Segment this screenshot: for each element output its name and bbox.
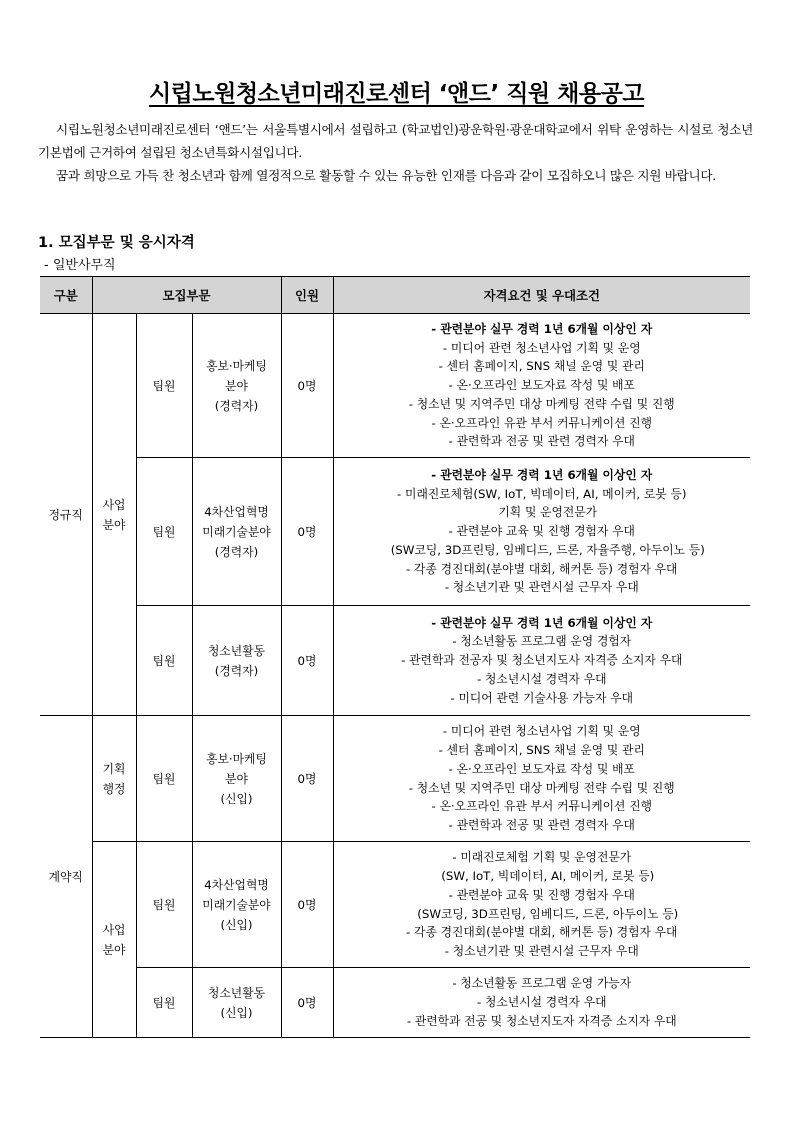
position-cell: 팀원 bbox=[136, 716, 192, 842]
table-row bbox=[40, 314, 750, 458]
count-cell: 0명 bbox=[281, 968, 333, 1038]
position-cell: 팀원 bbox=[136, 314, 192, 458]
table-row bbox=[40, 716, 750, 842]
condition-line: - 청소년활동 프로그램 운영 경험자 bbox=[452, 634, 632, 649]
position-cell: 팀원 bbox=[136, 842, 192, 968]
section-title: 1. 모집부문 및 응시자격 bbox=[38, 235, 195, 251]
intro-paragraph-1 bbox=[38, 118, 753, 164]
intro-paragraph-2-text: 꿈과 희망으로 가득 찬 청소년과 함께 열정적으로 활동할 수 있는 유능한 인재를 다음과 같이 모집하오니 많은 지원 바랍니다. bbox=[56, 168, 716, 183]
count-cell: 0명 bbox=[281, 606, 333, 716]
condition-line: - 각종 경진대회(분야별 대회, 해커톤 등) 경험자 우대 bbox=[406, 925, 678, 940]
count-cell: 0명 bbox=[281, 716, 333, 842]
count-cell: 0명 bbox=[281, 314, 333, 458]
condition-line: - 센터 홈페이지, SNS 채널 운영 및 관리 bbox=[438, 359, 645, 374]
category-regular: 정규직 bbox=[40, 314, 92, 716]
header-conditions: 자격요건 및 우대조건 bbox=[333, 277, 750, 314]
field-cell: 4차산업혁명 미래기술분야 (신입) bbox=[192, 842, 281, 968]
position-cell: 팀원 bbox=[136, 606, 192, 716]
count-cell: 0명 bbox=[281, 842, 333, 968]
field-cell: 청소년활동 (경력자) bbox=[192, 606, 281, 716]
conditions-cell bbox=[333, 314, 750, 458]
condition-line: (SW코딩, 3D프린팅, 임베디드, 드론, 아두이노 등) bbox=[417, 906, 679, 921]
table-row bbox=[40, 842, 750, 968]
conditions-cell bbox=[333, 716, 750, 842]
condition-line: - 센터 홈페이지, SNS 채널 운영 및 관리 bbox=[438, 742, 645, 757]
condition-line: 기획 및 운영전문가 bbox=[498, 505, 598, 520]
area-business-regular: 사업 분야 bbox=[92, 314, 136, 716]
field-cell: 4차산업혁명 미래기술분야 (경력자) bbox=[192, 458, 281, 606]
condition-line: (SW, IoT, 빅데이터, AI, 메이커, 로봇 등) bbox=[441, 868, 655, 883]
header-count: 인원 bbox=[281, 277, 333, 314]
condition-line: - 미래진로체험 기획 및 운영전문가 bbox=[452, 850, 632, 865]
conditions-cell bbox=[333, 968, 750, 1038]
condition-line: - 청소년기관 및 관련시설 근무자 우대 bbox=[444, 580, 639, 595]
intro-paragraph-2 bbox=[38, 164, 753, 187]
condition-line: - 미디어 관련 청소년사업 기획 및 운영 bbox=[442, 724, 641, 739]
condition-line: - 온·오프라인 보도자료 작성 및 배포 bbox=[448, 378, 635, 393]
condition-line: - 관련학과 전공자 및 청소년지도사 자격증 소지자 우대 bbox=[401, 653, 683, 668]
field-cell: 청소년활동 (신입) bbox=[192, 968, 281, 1038]
table-row bbox=[40, 606, 750, 716]
position-cell: 팀원 bbox=[136, 968, 192, 1038]
condition-line: - 미래진로체험(SW, IoT, 빅데이터, AI, 메이커, 로봇 등) bbox=[397, 486, 687, 501]
condition-line: - 청소년기관 및 관련시설 근무자 우대 bbox=[444, 944, 639, 959]
condition-line: - 관련분야 실무 경력 1년 6개월 이상인 자 bbox=[431, 321, 653, 336]
condition-line: - 청소년시설 경력자 우대 bbox=[477, 671, 607, 686]
field-cell: 홍보·마케팅 분야 (신입) bbox=[192, 716, 281, 842]
condition-line: - 관련학과 전공 및 관련 경력자 우대 bbox=[448, 434, 635, 449]
conditions-cell bbox=[333, 458, 750, 606]
condition-line: (SW코딩, 3D프린팅, 임베디드, 드론, 자율주행, 아두이노 등) bbox=[390, 542, 705, 557]
conditions-cell bbox=[333, 842, 750, 968]
table-row bbox=[40, 968, 750, 1038]
header-field: 모집부문 bbox=[92, 277, 281, 314]
area-business-contract: 사업 분야 bbox=[92, 842, 136, 1038]
condition-line: - 미디어 관련 청소년사업 기획 및 운영 bbox=[442, 340, 641, 355]
condition-line: - 미디어 관련 기술사용 가능자 우대 bbox=[450, 690, 634, 705]
condition-line: - 관련학과 전공 및 청소년지도자 자격증 소지자 우대 bbox=[406, 1013, 677, 1028]
area-planning-contract: 기획 행정 bbox=[92, 716, 136, 842]
table-row bbox=[40, 458, 750, 606]
position-cell: 팀원 bbox=[136, 458, 192, 606]
condition-line: - 관련학과 전공 및 관련 경력자 우대 bbox=[448, 818, 635, 833]
condition-line: - 청소년 및 지역주민 대상 마케팅 전략 수립 및 진행 bbox=[408, 780, 675, 795]
condition-line: - 온·오프라인 유관 부서 커뮤니케이션 진행 bbox=[431, 799, 652, 814]
condition-line: - 청소년 및 지역주민 대상 마케팅 전략 수립 및 진행 bbox=[408, 396, 675, 411]
condition-line: - 온·오프라인 유관 부서 커뮤니케이션 진행 bbox=[431, 415, 652, 430]
condition-line: - 청소년활동 프로그램 운영 가능자 bbox=[452, 976, 632, 991]
condition-line: - 청소년시설 경력자 우대 bbox=[477, 995, 607, 1010]
recruitment-table bbox=[40, 276, 750, 1038]
condition-line: - 관련분야 실무 경력 1년 6개월 이상인 자 bbox=[431, 467, 653, 482]
condition-line: - 관련분야 교육 및 진행 경험자 우대 bbox=[448, 524, 635, 539]
category-contract: 계약직 bbox=[40, 716, 92, 1038]
field-cell: 홍보·마케팅 분야 (경력자) bbox=[192, 314, 281, 458]
condition-line: - 각종 경진대회(분야별 대회, 해커톤 등) 경험자 우대 bbox=[406, 561, 678, 576]
document-title-text: 시립노원청소년미래진로센터 ‘앤드’ 직원 채용공고 bbox=[148, 81, 645, 107]
intro-paragraph-1-text: 시립노원청소년미래진로센터 ‘앤드’는 서울특별시에서 설립하고 (학교법인)광운학원·광운대학교에서 위탁 운영하는 시설로 청소년기본법에 근거하여 설립된 청소년특화시설입니다. bbox=[38, 122, 753, 160]
table-header-row bbox=[40, 277, 750, 314]
conditions-cell bbox=[333, 606, 750, 716]
condition-line: - 온·오프라인 보도자료 작성 및 배포 bbox=[448, 761, 635, 776]
header-category: 구분 bbox=[40, 277, 92, 314]
section-subtitle: - 일반사무직 bbox=[44, 258, 116, 273]
document-title bbox=[0, 75, 793, 108]
condition-line: - 관련분야 실무 경력 1년 6개월 이상인 자 bbox=[431, 615, 653, 630]
count-cell: 0명 bbox=[281, 458, 333, 606]
condition-line: - 관련분야 교육 및 진행 경험자 우대 bbox=[448, 887, 635, 902]
